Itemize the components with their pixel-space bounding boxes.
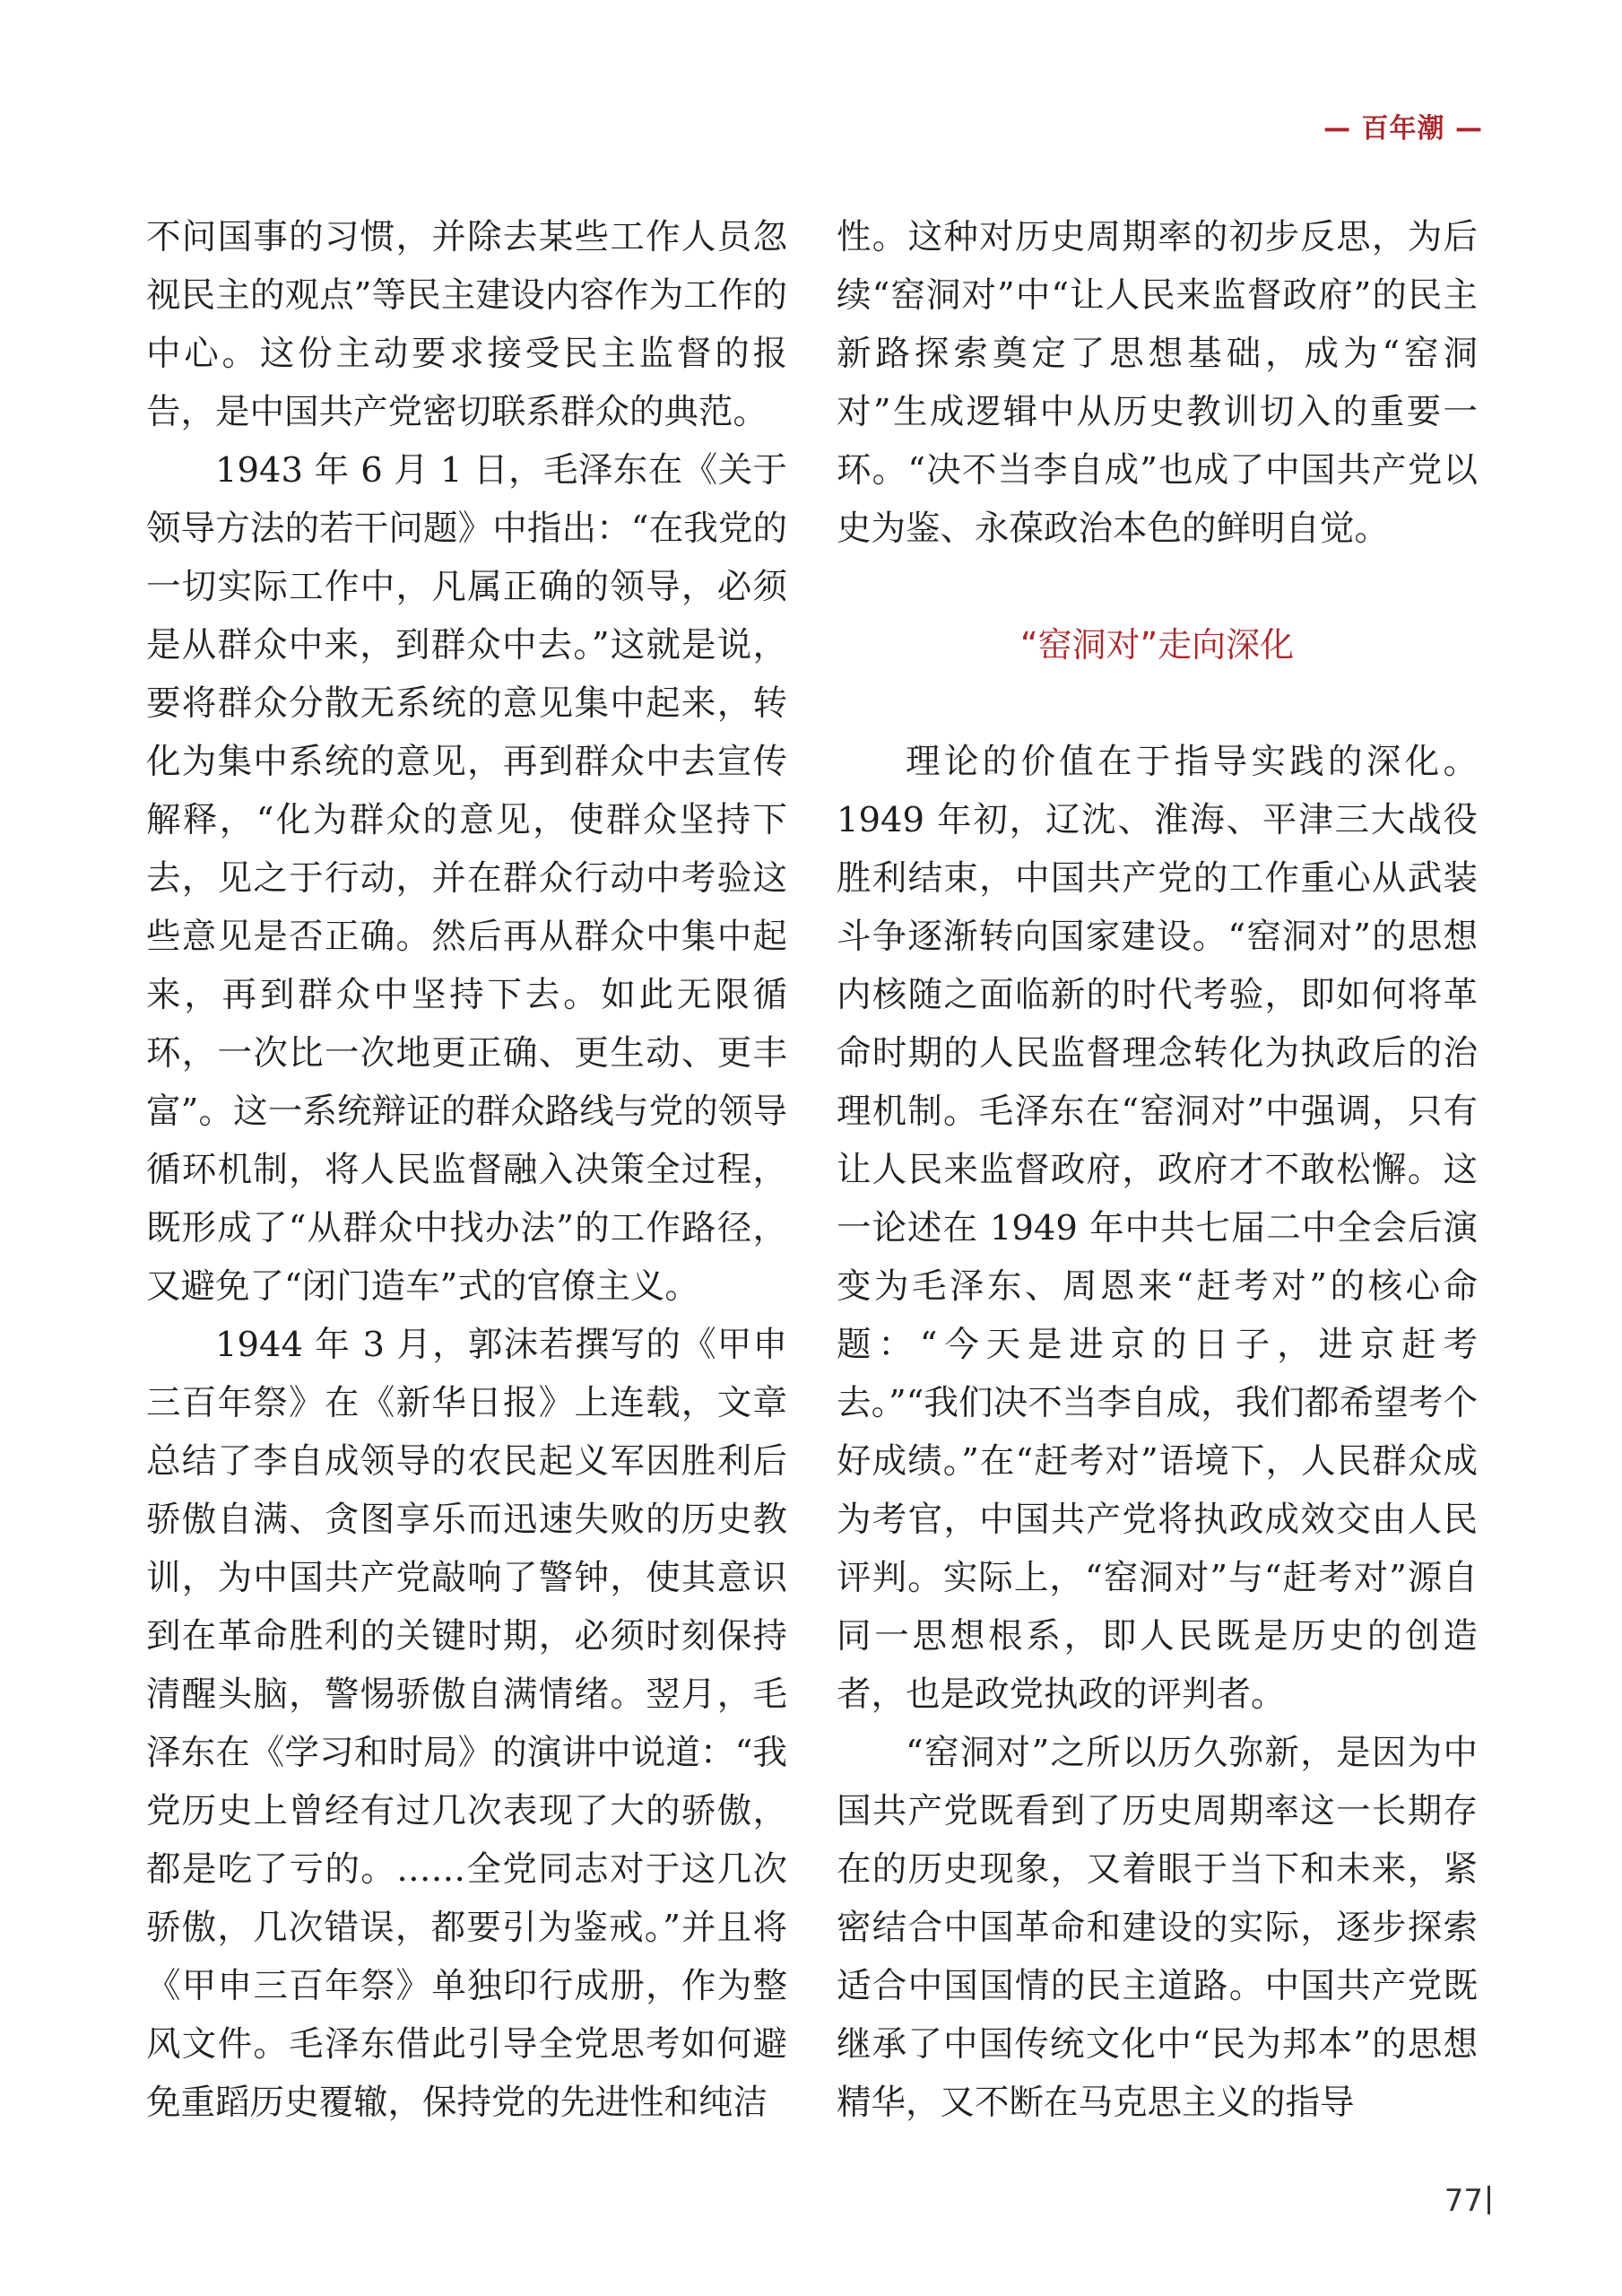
page-number <box>1444 2183 1490 2219</box>
right-paragraph-1: 性。这种对历史周期率的初步反思，为后续“窑洞对”中“让人民来监督政府”的民主新路探索奠定了思想基础，成为“窑洞对”生成逻辑中从历史教训切入的重要一环。“决不当李自成”也成了中国共产党以史为鉴、永葆政治本色的鲜明自觉。 <box>837 217 1478 549</box>
left-column <box>146 208 787 2132</box>
right-column <box>837 208 1478 2132</box>
left-paragraph-3: 1944 年 3 月，郭沫若撰写的《甲申三百年祭》在《新华日报》上连载，文章总结了李自成领导的农民起义军因胜利后骄傲自满、贪图享乐而迅速失败的历史教训，为中国共产党敲响了警钟，使其意识到在革命胜利的关键时期，必须时刻保持清醒头脑，警惕骄傲自满情绪。翌月，毛泽东在《学习和时局》的演讲中说道：“我党历史上曾经有过几次表现了大的骄傲，都是吃了亏的。……全党同志对于这几次骄傲，几次错误，都要引为鉴戒。”并且将《甲申三百年祭》单独印行成册，作为整风文件。毛泽东借此引导全党思考如何避免重蹈历史覆辙，保持党的先进性和纯洁 <box>146 1325 787 2123</box>
right-paragraph-2: 理论的价值在于指导实践的深化。1949 年初，辽沈、淮海、平津三大战役胜利结束，中国共产党的工作重心从武装斗争逐渐转向国家建设。“窑洞对”的思想内核随之面临新的时代考验，即如何将革命时期的人民监督理念转化为执政后的治理机制。毛泽东在“窑洞对”中强调，只有让人民来监督政府，政府才不敢松懈。这一论述在 1949 年中共七届二中全会后演变为毛泽东、周恩来“赶考对”的核心命题：“今天是进京的日子，进京赶考去。”“我们决不当李自成，我们都希望考个好成绩。”在“赶考对”语境下，人民群众成为考官，中国共产党将执政成效交由人民评判。实际上，“窑洞对”与“赶考对”源自同一思想根系，即人民既是历史的创造者，也是政党执政的评判者。 <box>837 742 1478 1715</box>
section-heading: “窑洞对”走向深化 <box>1019 625 1295 665</box>
page-number-text: 77 <box>1444 2183 1483 2219</box>
left-paragraph-2: 1943 年 6 月 1 日，毛泽东在《关于领导方法的若干问题》中指出：“在我党的一切实际工作中，凡属正确的领导，必须是从群众中来，到群众中去。”这就是说，要将群众分散无系统的意见集中起来，转化为集中系统的意见，再到群众中去宣传解释，“化为群众的意见，使群众坚持下去，见之于行动，并在群众行动中考验这些意见是否正确。然后再从群众中集中起来，再到群众中坚持下去。如此无限循环，一次比一次地更正确、更生动、更丰富”。这一系统辩证的群众路线与党的领导循环机制，将人民监督融入决策全过程，既形成了“从群众中找办法”的工作路径，又避免了“闭门造车”式的官僚主义。 <box>146 450 787 1307</box>
left-paragraph-1: 不问国事的习惯，并除去某些工作人员忽视民主的观点”等民主建设内容作为工作的中心。这份主动要求接受民主监督的报告，是中国共产党密切联系群众的典范。 <box>146 217 787 432</box>
page-number-bar <box>1488 2186 1490 2214</box>
section-label: — 百年潮 — <box>1323 113 1483 144</box>
right-paragraph-3: “窑洞对”之所以历久弥新，是因为中国共产党既看到了历史周期率这一长期存在的历史现象，又着眼于当下和未来，紧密结合中国革命和建设的实际，逐步探索适合中国国情的民主道路。中国共产党既继承了中国传统文化中“民为邦本”的思想精华，又不断在马克思主义的指导 <box>837 1733 1478 2123</box>
